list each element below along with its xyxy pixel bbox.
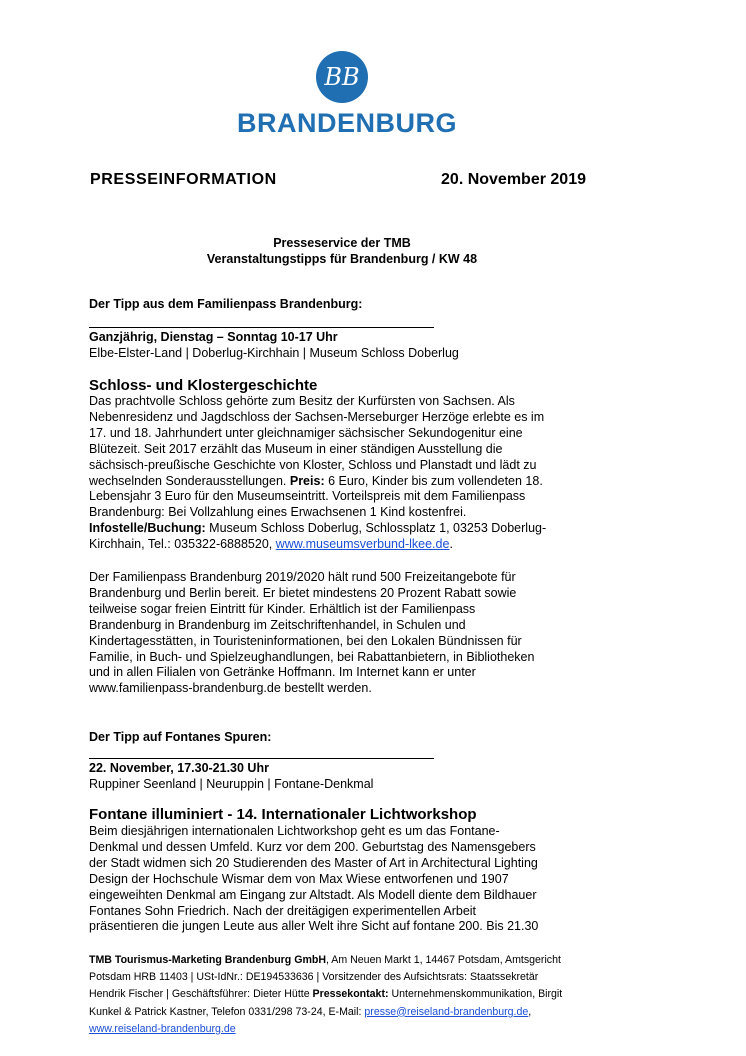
punctuation: .: [449, 537, 453, 552]
footer-company: TMB Tourismus-Marketing Brandenburg GmbH: [89, 954, 326, 966]
contact-text: Kirchhain, Tel.: 035322-6888520,: [89, 537, 273, 552]
brandenburg-emblem-icon: [315, 50, 369, 104]
footer-text: , Am Neuen Markt 1, 14467 Potsdam, Amtsgericht: [326, 954, 561, 966]
punctuation: ,: [528, 1005, 532, 1018]
body-line: Fontanes Sohn Friedrich. Nach der dreitägigen experimentellen Arbeit: [89, 903, 477, 918]
body-line: Lebensjahr 3 Euro für den Museumseintritt. Vorteilspreis mit dem Familienpass: [89, 489, 526, 504]
footer-text: Kunkel & Patrick Kastner, Telefon 0331/298 73-24, E-Mail:: [89, 1005, 365, 1018]
website-link[interactable]: www.reiseland-brandenburg.de: [89, 1022, 236, 1035]
footer: [89, 952, 609, 1038]
price-label: Preis:: [289, 473, 325, 488]
logo-wordmark: BRANDENBURG: [237, 108, 457, 138]
subtitle-line-1: Presseservice der TMB: [273, 236, 411, 250]
footer-line: [89, 1004, 609, 1021]
footer-text: Unternehmenskommunikation, Birgit: [388, 988, 563, 1001]
body-line: Nebenresidenz und Jagdschloss der Sachsen-Merseburger Herzöge erlebte es im: [89, 409, 545, 424]
press-contact-label: Pressekontakt:: [312, 988, 389, 1001]
tip1-where: Elbe-Elster-Land | Doberlug-Kirchhain | Museum Schloss Doberlug: [89, 346, 459, 360]
info-text: Museum Schloss Doberlug, Schlossplatz 1, 03253 Doberlug-: [209, 521, 547, 536]
body-line: Design der Hochschule Wismar dem von Max Wiese entworfenen und 1907: [89, 871, 509, 886]
tip1-heading: Der Tipp aus dem Familienpass Brandenburg:: [89, 297, 363, 311]
divider: [89, 758, 434, 759]
subtitle-line-2: Veranstaltungstipps für Brandenburg / KW 48: [206, 252, 478, 266]
tip2-heading: Der Tipp auf Fontanes Spuren:: [89, 730, 272, 744]
footer-line: Potsdam HRB 11403 | USt-IdNr.: DE194533636 | Vorsitzender des Aufsichtsrats: Staatssekretär: [89, 971, 539, 984]
price-text: 6 Euro, Kinder bis zum vollendeten 18.: [328, 473, 543, 488]
body-line: Brandenburg in Brandenburg im Zeitschriftenhandel, in Schulen und: [89, 617, 466, 632]
body-line: und in allen Filialen von Getränke Hoffmann. Im Internet kann er unter: [89, 665, 476, 680]
body-line: 17. und 18. Jahrhundert unter gleichnamiger sächsischer Sekundogenitur eine: [89, 425, 523, 440]
body-line: der Stadt widmen sich 20 Studierenden des Master of Art in Architectural Lighting: [89, 855, 538, 870]
body-line: Familie, in Buch- und Spielzeughandlungen, bei Rabattanbietern, in Bibliotheken: [89, 649, 535, 664]
footer-line: [89, 986, 609, 1003]
body-line: Blütezeit. Seit 2017 erzählt das Museum in einer ständigen Ausstellung die: [89, 441, 503, 456]
svg-text:BB: BB: [324, 63, 360, 91]
press-info-label: PRESSEINFORMATION: [90, 171, 277, 188]
body-line: Das prachtvolle Schloss gehörte zum Besitz der Kurfürsten von Sachsen. Als: [89, 394, 515, 408]
footer-line: [89, 952, 609, 969]
body-line: Brandenburg: Bei Vollzahlung eines Erwachsenen 1 Kind kostenfrei.: [89, 505, 467, 520]
body-line: Der Familienpass Brandenburg 2019/2020 hält rund 500 Freizeitangebote für: [89, 570, 516, 584]
body-line: sächsisch-preußische Geschichte von Kloster, Schloss und Planstadt und lädt zu: [89, 457, 537, 472]
tip2-title: Fontane illuminiert - 14. Internationaler Lichtworkshop: [89, 806, 477, 823]
tip1-body: [89, 394, 609, 553]
body-line: [89, 537, 609, 553]
divider: [89, 327, 434, 328]
body-line: [89, 521, 609, 537]
press-header: [90, 171, 586, 191]
tip1-when: Ganzjährig, Dienstag – Sonntag 10-17 Uhr: [89, 330, 338, 344]
body-text: wechselnden Sonderausstellungen.: [89, 473, 287, 488]
body-line: eingeweihten Denkmal am Eingang zur Altstadt. Als Modell diente dem Bildhauer: [89, 887, 537, 902]
familienpass-paragraph: [89, 570, 609, 697]
tip2-when: 22. November, 17.30-21.30 Uhr: [89, 761, 269, 775]
tip2-where: Ruppiner Seenland | Neuruppin | Fontane-Denkmal: [89, 777, 374, 791]
museum-website-link[interactable]: www.museumsverbund-lkee.de: [275, 537, 450, 552]
footer-text: Hendrik Fischer | Geschäftsführer: Dieter Hütte: [89, 988, 313, 1001]
brandenburg-logo: [237, 50, 457, 140]
press-date: 20. November 2019: [441, 171, 586, 188]
body-line: Brandenburg und Berlin bereit. Er bietet mindestens 20 Prozent Rabatt sowie: [89, 585, 517, 600]
body-line: Denkmal und dessen Umfeld. Kurz vor dem 200. Geburtstag des Namensgebers: [89, 839, 536, 854]
tip1-title: Schloss- und Klostergeschichte: [89, 377, 318, 394]
body-line: präsentieren die jungen Leute aus aller Welt ihre Sicht auf fontane 200. Bis 21.30: [89, 919, 539, 934]
press-email-link[interactable]: presse@reiseland-brandenburg.de: [364, 1005, 529, 1018]
body-line: www.familienpass-brandenburg.de bestellt werden.: [89, 681, 372, 696]
info-label: Infostelle/Buchung:: [89, 521, 206, 536]
body-line: Kindertagesstätten, in Touristeninformationen, bei den Lokalen Bündnissen für: [89, 633, 522, 648]
body-line: [89, 474, 609, 490]
tip2-body: [89, 824, 609, 935]
body-line: Beim diesjährigen internationalen Lichtworkshop geht es um das Fontane-: [89, 824, 500, 838]
body-line: teilweise sogar freien Eintritt für Kinder. Erhältlich ist der Familienpass: [89, 601, 476, 616]
footer-line: [89, 1021, 609, 1038]
